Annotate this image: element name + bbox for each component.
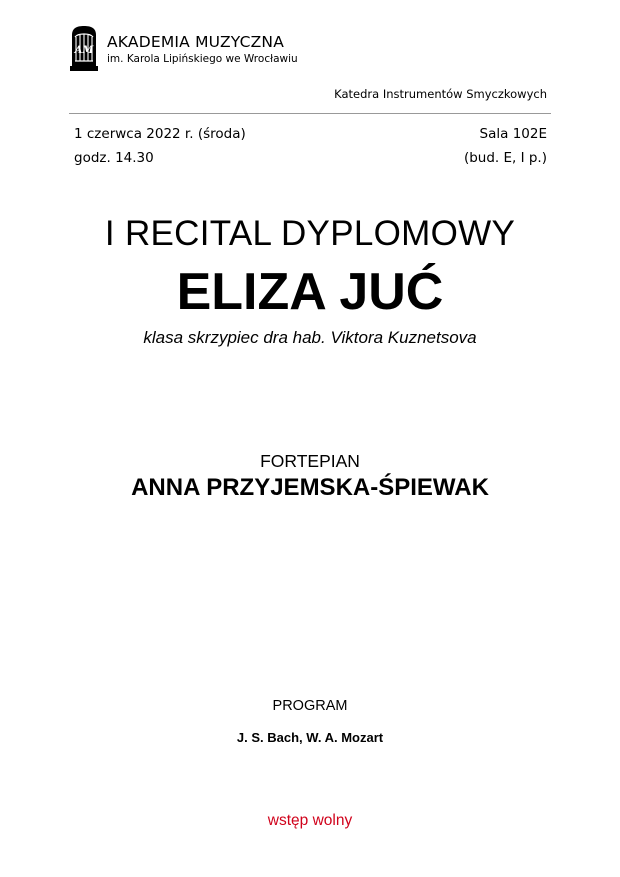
- event-building: (bud. E, I p.): [463, 150, 547, 166]
- event-time: godz. 14.30: [74, 150, 154, 166]
- recital-title: I RECITAL DYPLOMOWY: [104, 214, 516, 253]
- event-date-time: [74, 122, 246, 170]
- lyre-icon: [69, 25, 99, 73]
- header-divider: [69, 113, 551, 114]
- institution-name: AKADEMIA MUZYCZNA: [107, 33, 285, 51]
- teacher-class: klasa skrzypiec dra hab. Viktora Kuznetsova: [143, 328, 477, 347]
- svg-text:AM: AM: [74, 45, 94, 56]
- pianist-name: ANNA PRZYJEMSKA-ŚPIEWAK: [131, 474, 489, 501]
- institution-subtitle: im. Karola Lipińskiego we Wrocławiu: [107, 53, 298, 65]
- performer-name: ELIZA JUĆ: [176, 263, 444, 321]
- program-composers: J. S. Bach, W. A. Mozart: [236, 730, 384, 745]
- admission-note: wstęp wolny: [267, 812, 353, 829]
- event-room: Sala 102E: [479, 126, 547, 142]
- event-location: [464, 122, 547, 170]
- program-heading: PROGRAM: [272, 698, 348, 714]
- institution-block: [107, 33, 298, 66]
- department-name: Katedra Instrumentów Smyczkowych: [334, 87, 547, 101]
- accompaniment-instrument: FORTEPIAN: [260, 451, 360, 471]
- event-date: 1 czerwca 2022 r. (środa): [74, 126, 246, 142]
